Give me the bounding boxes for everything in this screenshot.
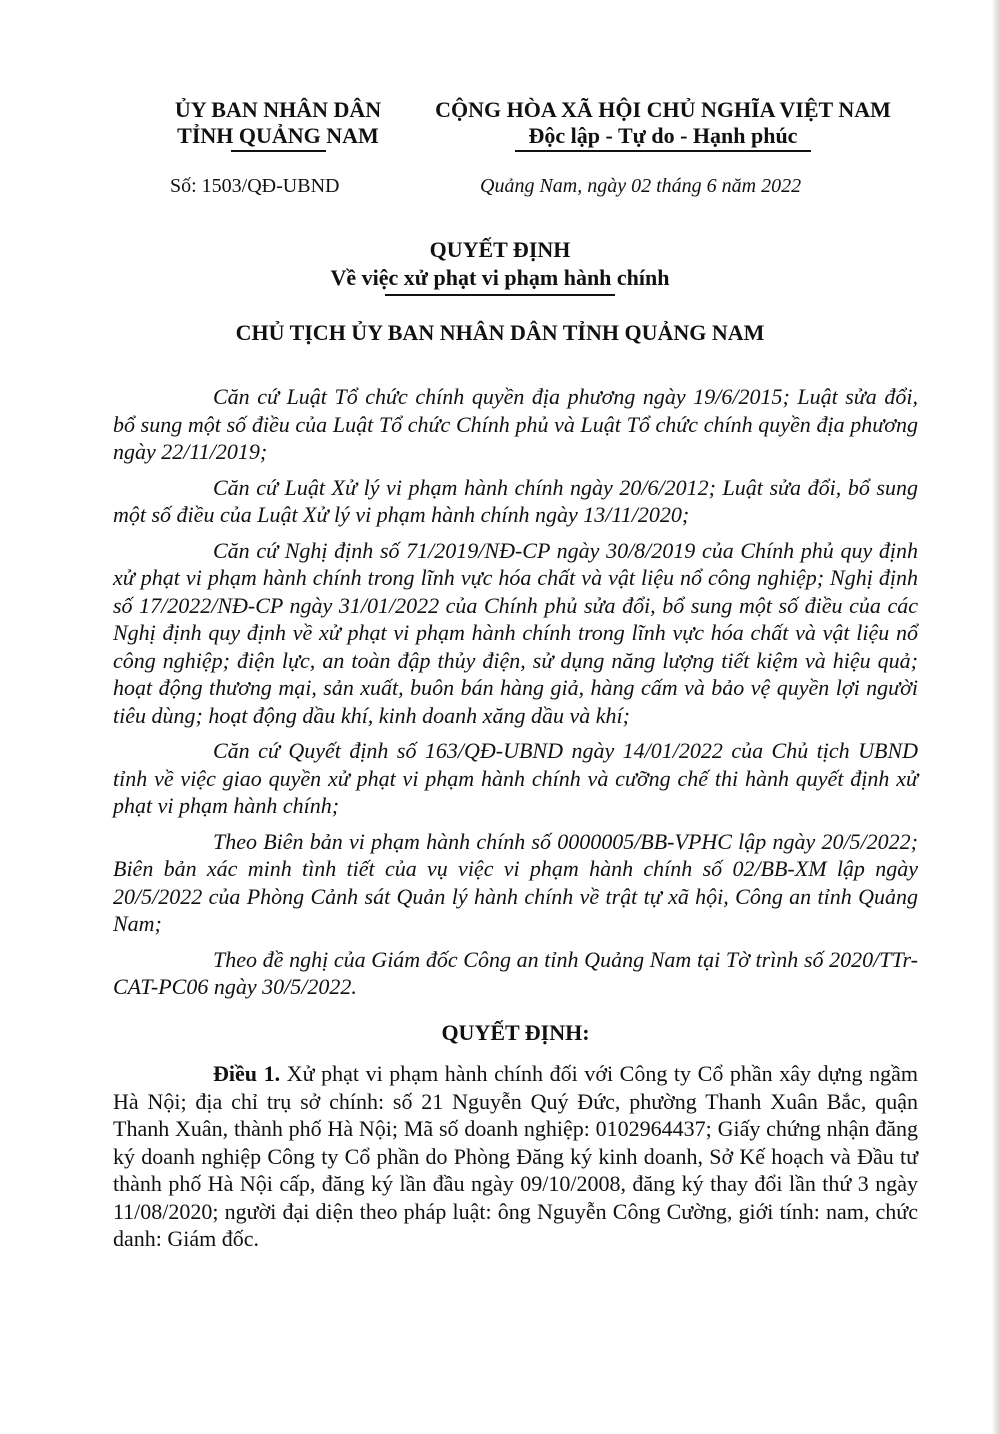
document-body	[113, 383, 918, 1261]
place-and-date: Quảng Nam, ngày 02 tháng 6 năm 2022	[480, 175, 802, 197]
agency-underline	[231, 150, 326, 152]
title-underline	[385, 294, 615, 296]
issuing-authority: CHỦ TỊCH ỦY BAN NHÂN DÂN TỈNH QUẢNG NAM	[235, 320, 765, 345]
document-header	[0, 97, 1000, 207]
page-edge-shadow	[993, 0, 1000, 1434]
document-number: Số: 1503/QĐ-UBND	[170, 175, 340, 197]
national-motto	[418, 97, 908, 152]
legal-basis-4: Căn cứ Quyết định số 163/QĐ-UBND ngày 14/01/2022 của Chủ tịch UBND tỉnh về việc giao quyền xử phạt vi phạm hành chính và cưỡng chế thi hành quyết định xử phạt vi phạm hành chính;	[113, 738, 918, 818]
document-title	[0, 236, 1000, 296]
agency-line-2: TỈNH QUẢNG NAM	[177, 123, 379, 148]
article-1-text: Xử phạt vi phạm hành chính đối với Công ty Cổ phần xây dựng ngầm Hà Nội; địa chỉ trụ sở chính: số 21 Nguyễn Quý Đức, phường Thanh Xuân Bắc, quận Thanh Xuân, thành phố Hà Nội; Mã số doanh nghiệp: 0102964437; Giấy chứng nhận đăng ký doanh nghiệp Công ty Cổ phần do Phòng Đăng ký kinh doanh, Sở Kế hoạch và Đầu tư thành phố Hà Nội cấp, đăng ký lần đầu ngày 09/10/2008, đăng ký thay đổi lần thứ 3 ngày 11/08/2020; người đại diện theo pháp luật: ông Nguyễn Công Cường, giới tính: nam, chức danh: Giám đốc.	[113, 1061, 919, 1251]
legal-basis-3: Căn cứ Nghị định số 71/2019/NĐ-CP ngày 30/8/2019 của Chính phủ quy định xử phạt vi phạm hành chính trong lĩnh vực hóa chất và vật liệu nổ công nghiệp; Nghị định số 17/2022/NĐ-CP ngày 31/01/2022 của Chính phủ sửa đổi, bổ sung một số điều của các Nghị định quy định về xử phạt vi phạm hành chính trong lĩnh vực hóa chất và vật liệu nổ công nghiệp; điện lực, an toàn đập thủy điện, sử dụng năng lượng tiết kiệm và hiệu quả; hoạt động thương mại, sản xuất, buôn bán hàng giả, hàng cấm và bảo vệ quyền lợi người tiêu dùng; hoạt động dầu khí, kinh doanh xăng dầu và khí;	[113, 537, 918, 728]
title-main: QUYẾT ĐỊNH	[429, 237, 571, 262]
agency-line-1: ỦY BAN NHÂN DÂN	[174, 97, 382, 122]
motto-line-1: CỘNG HÒA XÃ HỘI CHỦ NGHĨA VIỆT NAM	[435, 97, 891, 122]
decision-heading: QUYẾT ĐỊNH:	[441, 1019, 590, 1045]
motto-underline	[515, 150, 811, 152]
legal-basis-2: Căn cứ Luật Xử lý vi phạm hành chính ngày 20/6/2012; Luật sửa đổi, bổ sung một số điều của Luật Xử lý vi phạm hành chính ngày 13/11/2020;	[113, 474, 918, 527]
legal-basis-6: Theo đề nghị của Giám đốc Công an tỉnh Quảng Nam tại Tờ trình số 2020/TTr-CAT-PC06 ngày 30/5/2022.	[113, 946, 918, 999]
motto-line-2: Độc lập - Tự do - Hạnh phúc	[528, 123, 798, 148]
issuing-agency	[158, 97, 398, 152]
article-1-label: Điều 1.	[213, 1061, 281, 1086]
legal-basis-5: Theo Biên bản vi phạm hành chính số 0000005/BB-VPHC lập ngày 20/5/2022; Biên bản xác minh tình tiết của vụ việc vi phạm hành chính số 02/BB-XM lập ngày 20/5/2022 của Phòng Cảnh sát Quản lý hành chính về trật tự xã hội, Công an tỉnh Quảng Nam;	[113, 828, 918, 936]
legal-basis-1: Căn cứ Luật Tổ chức chính quyền địa phương ngày 19/6/2015; Luật sửa đổi, bổ sung một số điều của Luật Tổ chức Chính phủ và Luật Tổ chức chính quyền địa phương ngày 22/11/2019;	[113, 384, 918, 464]
title-subject: Về việc xử phạt vi phạm hành chính	[330, 265, 670, 290]
article-1	[113, 1060, 918, 1253]
